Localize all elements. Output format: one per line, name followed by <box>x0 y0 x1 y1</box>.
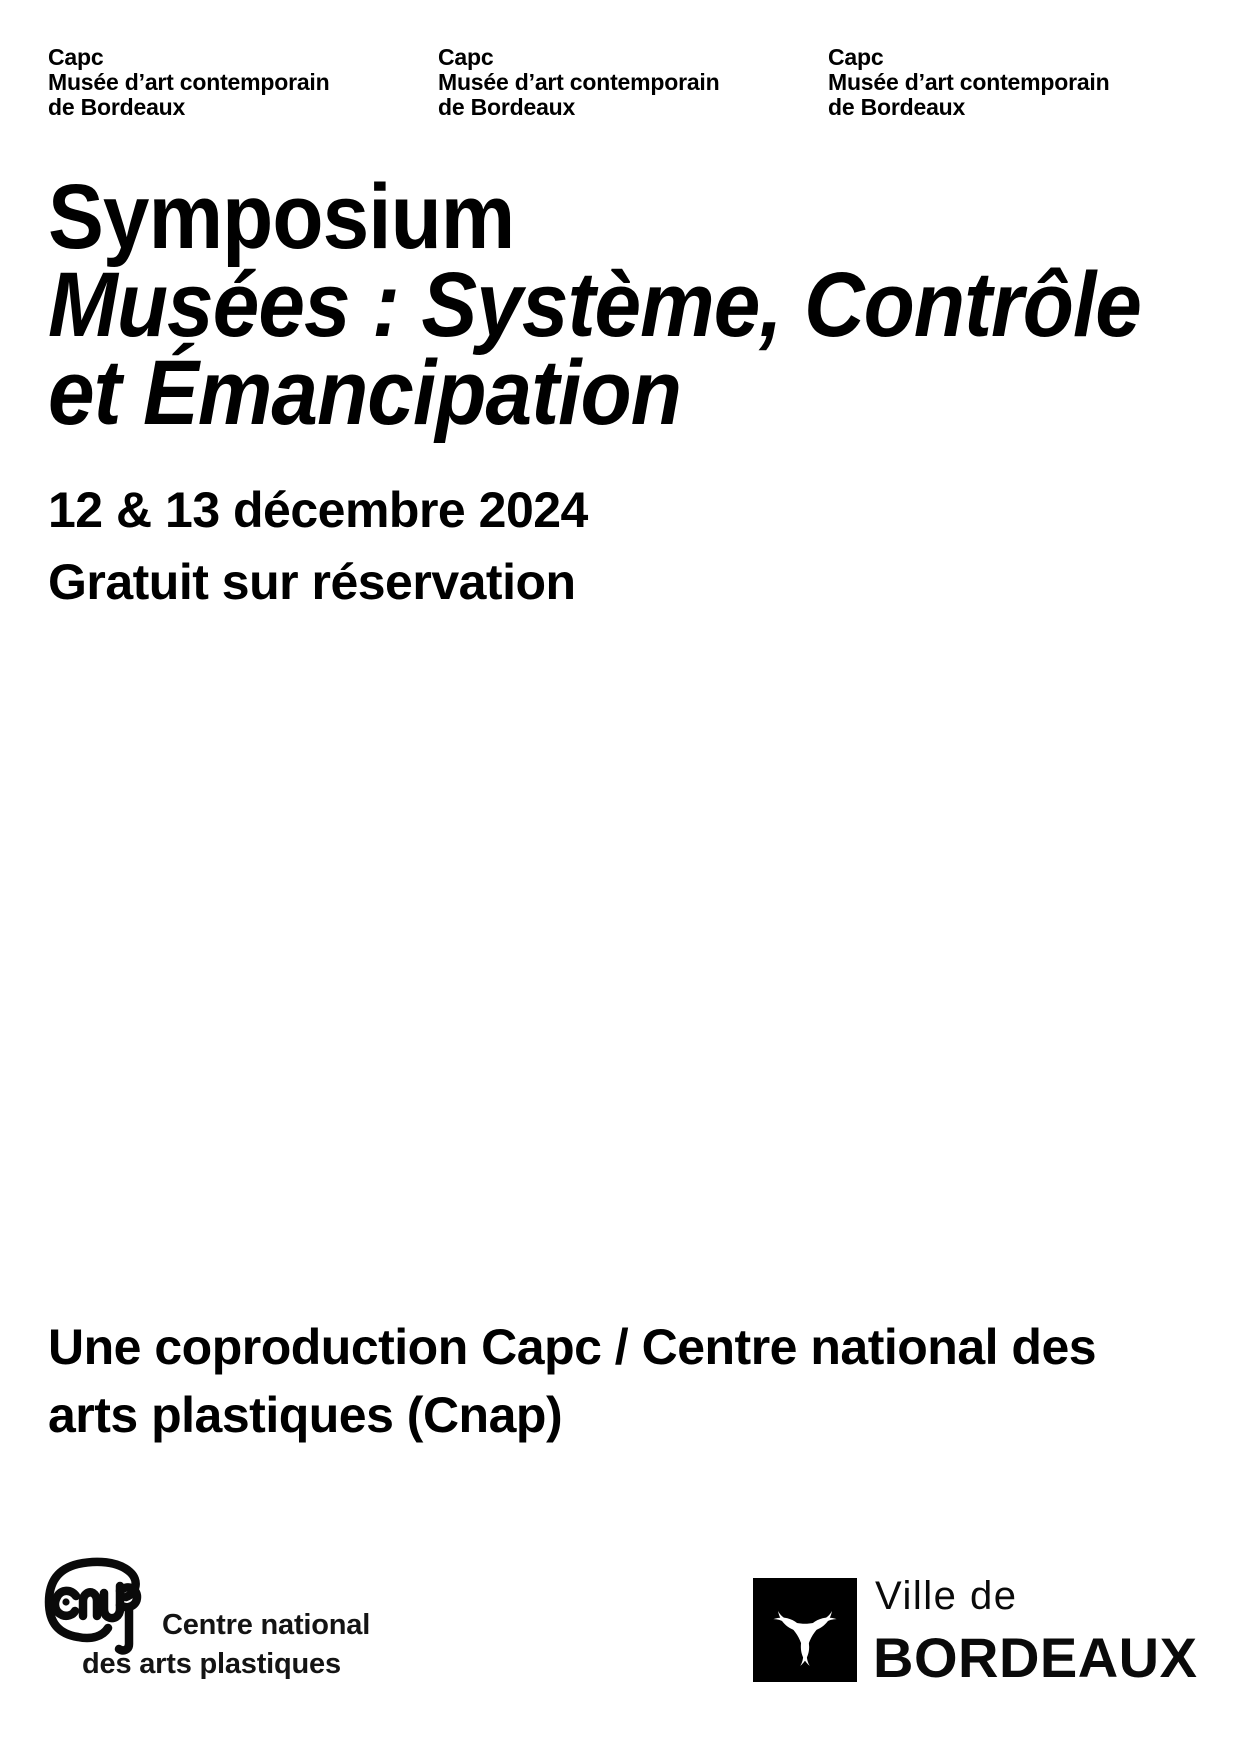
brand-line-musee: Musée d’art contemporain <box>48 69 330 95</box>
brand-line-bordeaux: de Bordeaux <box>438 94 576 120</box>
bordeaux-crescent-trefoil-icon <box>753 1578 857 1682</box>
coproduction-line-2: arts plastiques (Cnap) <box>48 1387 563 1443</box>
title-line-musees-systeme-controle: Musées : Système, Contrôle <box>48 254 1141 356</box>
cnap-org-name-line-1: Centre national <box>162 1609 371 1641</box>
page-title <box>48 166 1141 444</box>
brand-line-musee: Musée d’art contemporain <box>828 69 1110 95</box>
brand-line-capc: Capc <box>828 44 884 70</box>
cnap-monogram-icon <box>42 1556 160 1656</box>
coproduction-credit <box>48 1313 1096 1449</box>
coproduction-line-1: Une coproduction Capc / Centre national des <box>48 1319 1097 1375</box>
brand-header-column-1 <box>48 45 329 120</box>
brand-header-column-2 <box>438 45 719 120</box>
cnap-org-name-line-2: des arts plastiques <box>82 1648 341 1680</box>
bordeaux-logo-square <box>753 1578 857 1682</box>
brand-line-bordeaux: de Bordeaux <box>48 94 186 120</box>
event-dates: 12 & 13 décembre 2024 <box>48 482 588 538</box>
admission-info: Gratuit sur réservation <box>48 554 576 610</box>
brand-line-musee: Musée d’art contemporain <box>438 69 720 95</box>
cnap-logo <box>42 1556 160 1656</box>
title-line-symposium: Symposium <box>48 166 515 268</box>
event-details <box>48 474 588 618</box>
brand-line-capc: Capc <box>438 44 494 70</box>
brand-header-column-3 <box>828 45 1109 120</box>
brand-line-bordeaux: de Bordeaux <box>828 94 966 120</box>
title-line-et-emancipation: et Émancipation <box>48 342 681 444</box>
bordeaux-ville-de-text: Ville de <box>875 1574 1018 1618</box>
bordeaux-city-wordmark: BORDEAUX <box>873 1626 1198 1689</box>
brand-line-capc: Capc <box>48 44 104 70</box>
